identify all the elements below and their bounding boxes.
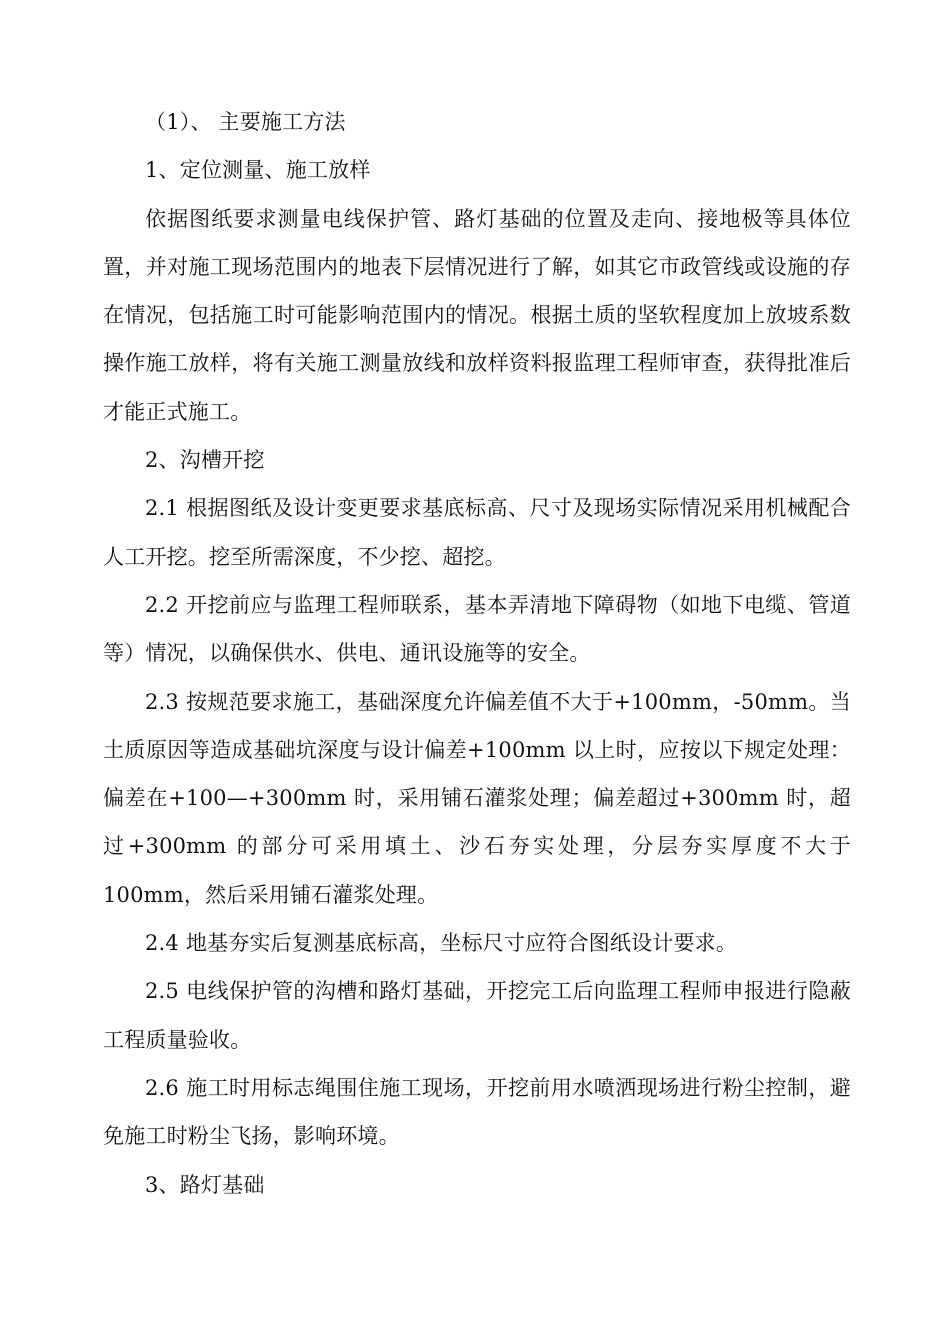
paragraph-2-2: 2.2 开挖前应与监理工程师联系，基本弄清地下障碍物（如地下电缆、管道等）情况，以确保供水、供电、通讯设施等的安全。 — [103, 592, 851, 666]
heading-trench-excavation: 2、沟槽开挖 — [145, 448, 265, 473]
section-heading-main-methods: （1）、 主要施工方法 — [145, 110, 346, 134]
paragraph-2-5: 2.5 电线保护管的沟槽和路灯基础，开挖完工后向监理工程师申报进行隐蔽工程质量验收。 — [103, 979, 851, 1052]
heading-streetlight-foundation: 3、路灯基础 — [145, 1172, 265, 1197]
paragraph-2-1: 2.1 根据图纸及设计变更要求基底标高、尺寸及现场实际情况采用机械配合人工开挖。挖至所需深度，不少挖、超挖。 — [103, 496, 851, 569]
paragraph-2-6: 2.6 施工时用标志绳围住施工现场，开挖前用水喷洒现场进行粉尘控制，避免施工时粉尘飞扬，影响环境。 — [103, 1075, 851, 1149]
paragraph-survey-details: 依据图纸要求测量电线保护管、路灯基础的位置及走向、接地极等具体位置，并对施工现场范围内的地表下层情况进行了解，如其它市政管线或设施的存在情况，包括施工时可能影响范围内的情况。根据土质的坚软程度加上放坡系数操作施工放样，将有关施工测量放线和放样资料报监理工程师审查，获得批准后才能正式施工。 — [103, 206, 851, 424]
paragraph-2-3: 2.3 按规范要求施工，基础深度允许偏差值不大于+100mm，-50mm。当土质原因等造成基础坑深度与设计偏差+100mm 以上时，应按以下规定处理：偏差在+100—+300mm 时，采用铺石灌浆处理；偏差超过+300mm 时，超过+300mm 的部分可采用填土、沙石夯实处理，分层夯实厚度不大于 100mm，然后采用铺石灌浆处理。 — [103, 689, 851, 907]
heading-survey-layout: 1、定位测量、施工放样 — [145, 158, 371, 183]
paragraph-2-4: 2.4 地基夯实后复测基底标高，坐标尺寸应符合图纸设计要求。 — [145, 931, 738, 956]
document-body — [103, 98, 851, 1209]
